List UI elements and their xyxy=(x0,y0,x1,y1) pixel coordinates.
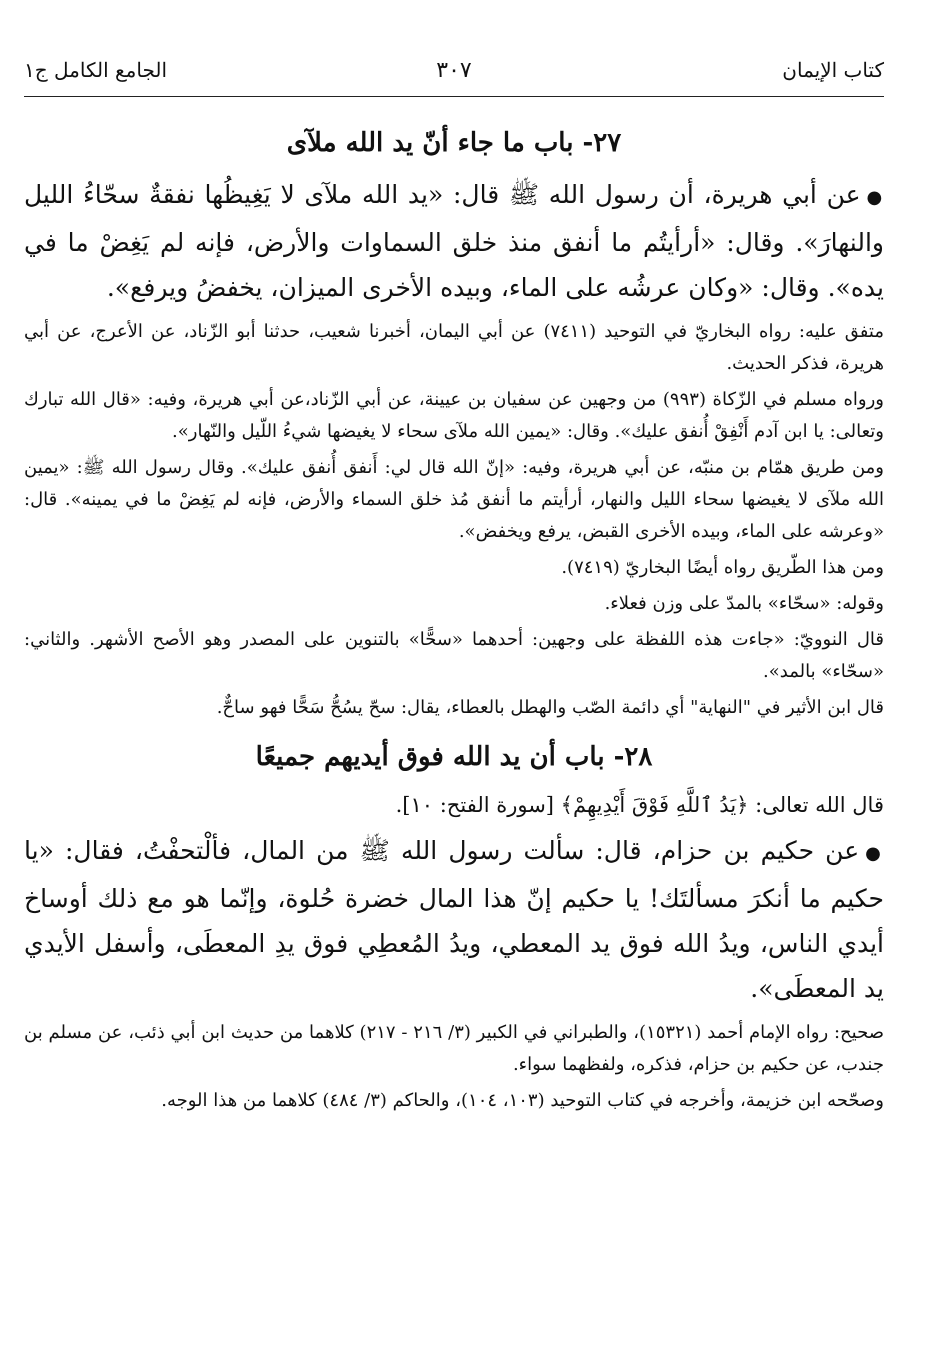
takhrij-note: قال ابن الأثير في "النهاية" أي دائمة الصّب والهطل بالعطاء، يقال: سحّ يسُحُّ سَحًّا فهو ساحٌّ. xyxy=(216,697,884,718)
chapter-27-title: ٢٧- باب ما جاء أنّ يد الله ملآى xyxy=(286,128,622,158)
bullet-icon: ● xyxy=(865,843,884,864)
chapter-28-hadith xyxy=(24,828,884,1011)
takhrij-note: متفق عليه: رواه البخاريّ في التوحيد (٧٤١١) عن أبي اليمان، أخبرنا شعيب، حدثنا أبو الزّناد، عن الأعرج، عن أبي هريرة، فذكر الحديث. xyxy=(24,321,884,374)
book-page xyxy=(24,0,884,1367)
header-rule xyxy=(24,96,884,97)
quran-verse: قال الله تعالى: ﴿يَدُ ٱللَّهِ فَوْقَ أَيْدِيهِمْ﴾ [سورة الفتح: ١٠]. xyxy=(395,793,884,817)
hadith-text: عن حكيم بن حزام، قال: سألت رسول الله ﷺ من المال، فألْتحفْتُ، فقال: «يا حكيم ما أنكرَ مسألتَك! يا حكيم إنّ هذا المال خضرة حُلوة، وإنّما هو مع ذلك أوساخ أيدي الناس، ويدُ الله فوق يد المعطي، ويدُ المُعطِي فوق يدِ المعطَى، وأسفل الأيدي يد المعطَى». xyxy=(24,836,884,1003)
takhrij-note: وصحّحه ابن خزيمة، وأخرجه في كتاب التوحيد (١٠٣، ١٠٤)، والحاكم (٣/ ٤٨٤) كلاهما من هذا الوجه. xyxy=(161,1090,884,1111)
takhrij-note: ومن طريق همّام بن منبّه، عن أبي هريرة، وفيه: «إنّ الله قال لي: أَنفق أُنفق عليك». وقال رسول الله ﷺ: «يمين الله ملآى لا يغيضها سحاء الليل والنهار، أرأيتم ما أنفق مُذ خلق السماء والأرض، فإنه لم يَغِضْ ما في يمينه». قال: «وعرشه على الماء، وبيده الأخرى القبض، يرفع ويخفض». xyxy=(24,457,885,542)
takhrij-note: صحيح: رواه الإمام أحمد (١٥٣٢١)، والطبراني في الكبير (٣/ ٢١٦ - ٢١٧) كلاهما من حديث ابن أبي ذئب، عن مسلم بن جندب، عن حكيم بن حزام، فذكره، ولفظهما سواء. xyxy=(24,1022,885,1075)
chapter-28-title: ٢٨- باب أن يد الله فوق أيديهم جميعًا xyxy=(255,742,653,772)
takhrij-note: قال النوويّ: «جاءت هذه اللفظة على وجهين: أحدهما «سحًّا» بالتنوين على المصدر وهو الأصح الأشهر. والثاني: «سحّاء» بالمد». xyxy=(24,629,884,682)
takhrij-note: وقوله: «سحّاء» بالمدّ على وزن فعلاء. xyxy=(604,593,884,614)
takhrij-note: ورواه مسلم في الزّكاة (٩٩٣) من وجهين عن سفيان بن عيينة، عن أبي الزّناد،عن أبي هريرة، وفيه: «قال الله تبارك وتعالى: يا ابن آدم أَنْفِقْ أُنفق عليك». وقال: «يمين الله ملآى سحاء لا يغيضها شيءُ اللّيل والنّهار». xyxy=(24,389,884,442)
book-section-title: كتاب الإيمان xyxy=(782,58,884,82)
chapter-27-hadith xyxy=(24,172,884,310)
running-head xyxy=(24,58,884,92)
page-content xyxy=(24,110,884,1121)
page-number: ٣٠٧ xyxy=(436,58,472,83)
bullet-icon: ● xyxy=(866,187,884,208)
takhrij-note: ومن هذا الطّريق رواه أيضًا البخاريّ (٧٤١٩). xyxy=(561,557,884,578)
hadith-text: عن أبي هريرة، أن رسول الله ﷺ قال: «يد الله ملآى لا يَغِيظُها نفقةٌ سحّاءُ الليل والنهارَ». وقال: «أرأيتُم ما أنفق منذ خلق السماوات والأرض، فإنه لم يَغِضْ ما في يده». وقال: «وكان عرشُه على الماء، وبيده الأخرى الميزان، يخفضُ ويرفع». xyxy=(24,180,884,302)
book-title: الجامع الكامل ج١ xyxy=(24,58,168,82)
